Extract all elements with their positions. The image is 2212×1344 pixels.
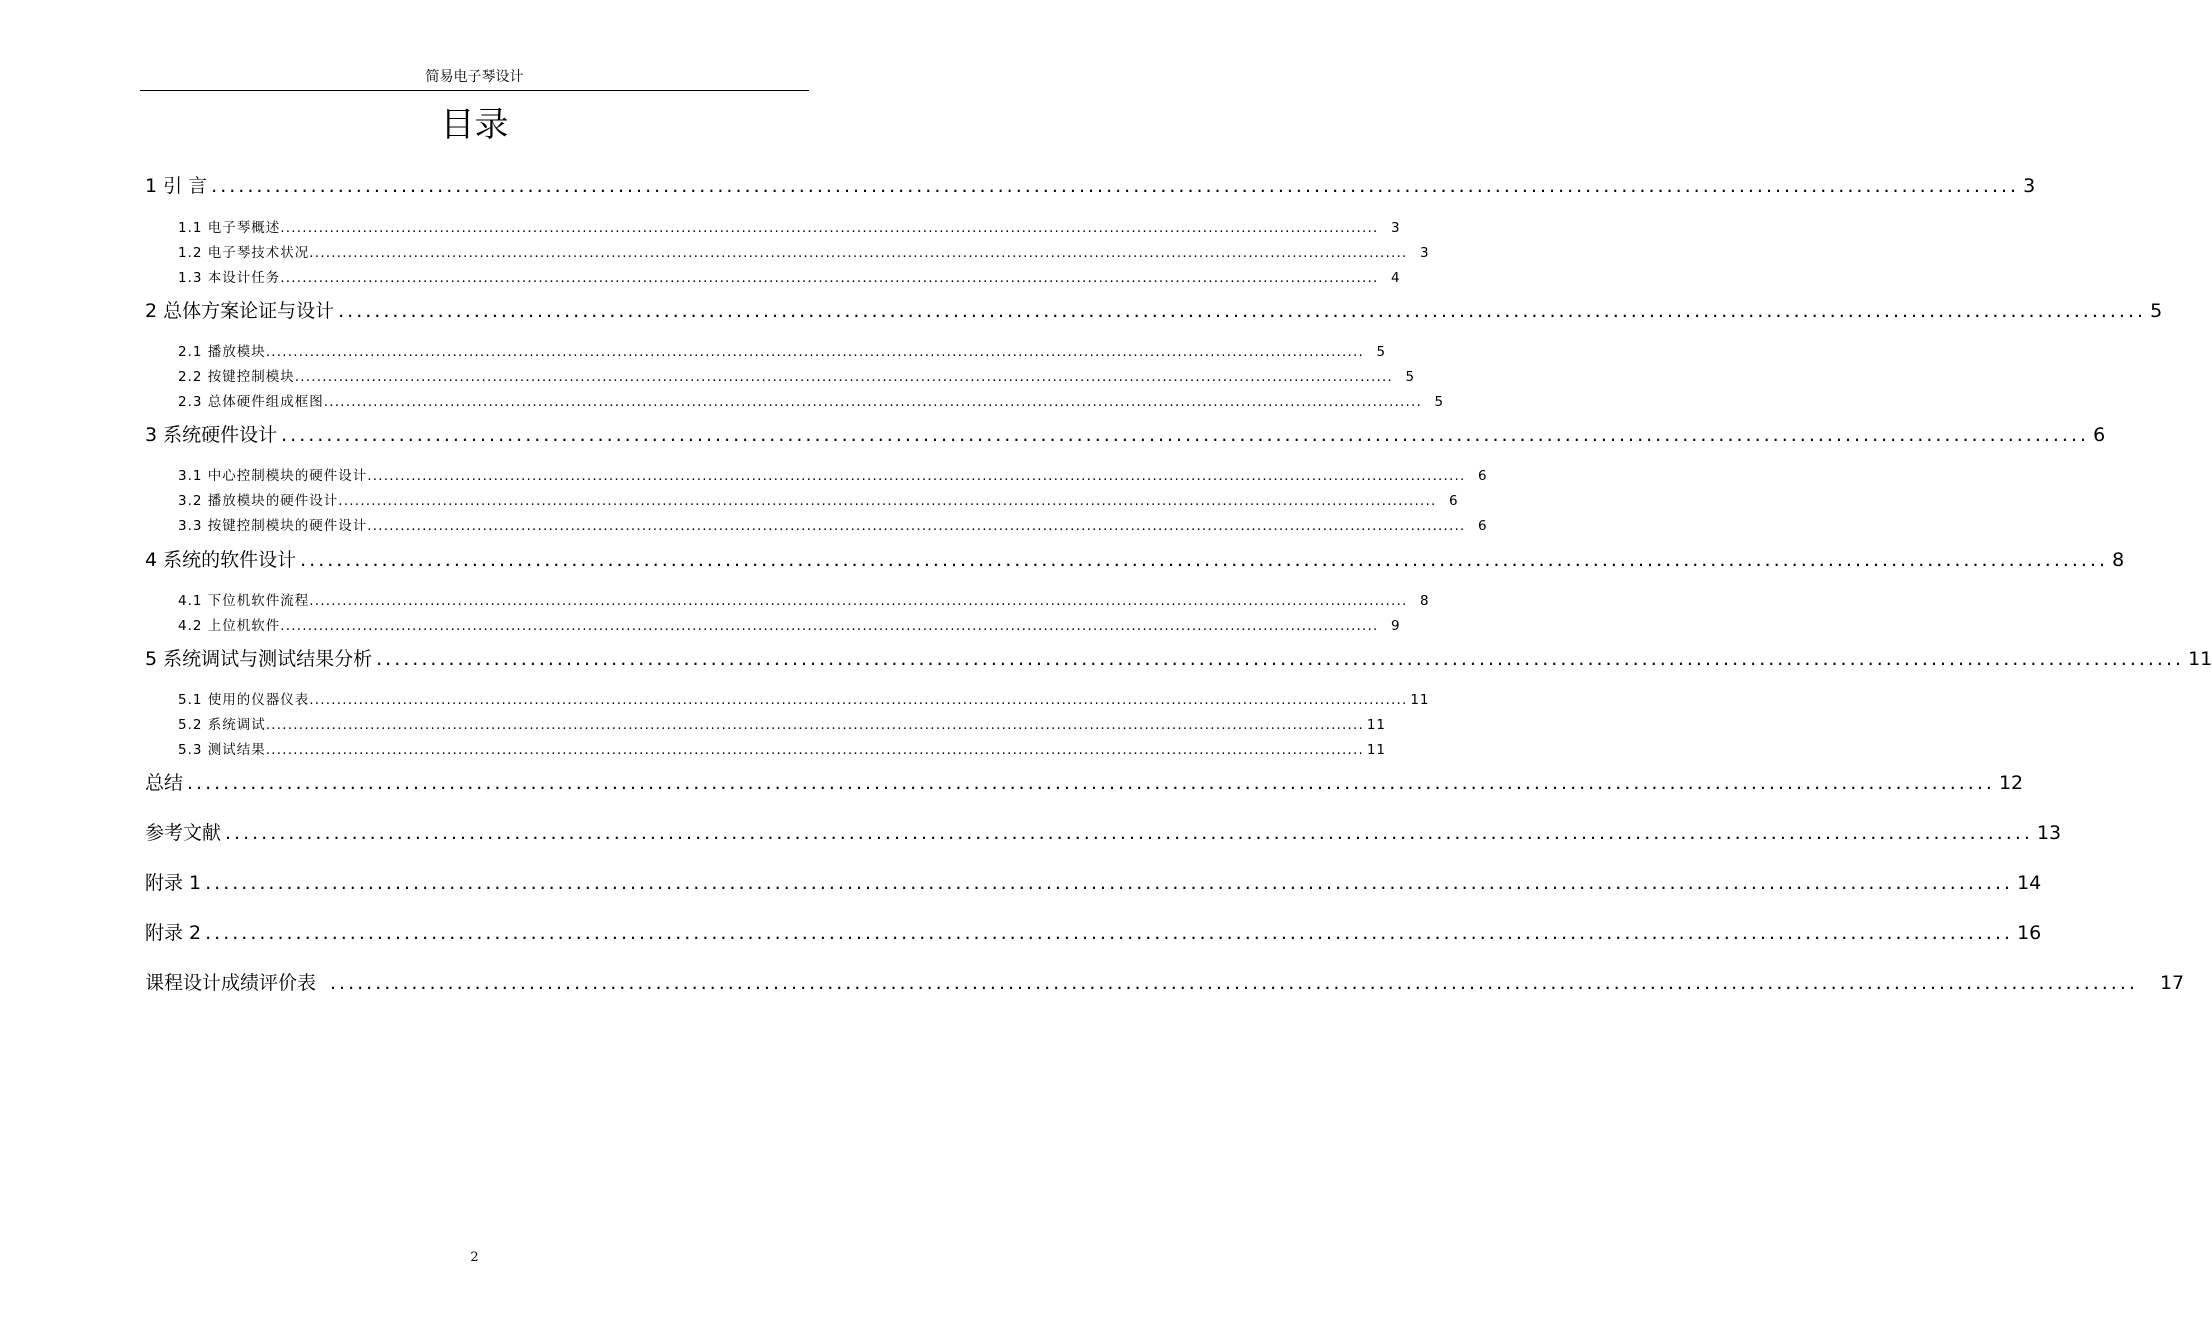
toc-entry-label: 参考文献	[145, 822, 222, 844]
toc-entry-label: 2.3 总体硬件组成框图	[178, 394, 324, 410]
toc-entry-page: 3	[2023, 175, 2036, 197]
toc-leader-dots: ........................................................................................................................................................................................................	[265, 344, 1365, 360]
toc-entry-label: 1.2 电子琴技术状况	[178, 245, 310, 261]
toc-leader-dots: ........................................................................................................................................................................................................	[338, 493, 1437, 509]
toc-leader-dots: ........................................................................................................................................................................................................	[205, 922, 2014, 944]
toc-entry-page: 12	[1998, 772, 2024, 794]
toc-entry-label: 4.1 下位机软件流程	[178, 593, 310, 609]
toc-entry[interactable]	[178, 267, 1401, 289]
toc-entry-label: 1.3 本设计任务	[178, 270, 281, 286]
toc-entry-label: 1 引 言	[145, 175, 208, 197]
toc-leader-dots: ........................................................................................................................................................................................................	[338, 300, 2147, 322]
toc-entry-page: 13	[2036, 822, 2062, 844]
toc-leader-dots: ........................................................................................................................................................................................................	[265, 742, 1365, 758]
toc-leader-dots: ........................................................................................................................................................................................................	[300, 549, 2109, 571]
toc-leader-dots: ........................................................................................................................................................................................................	[294, 369, 1394, 385]
toc-entry[interactable]	[178, 242, 1430, 264]
toc-entry[interactable]	[145, 545, 2125, 575]
toc-entry-label: 2 总体方案论证与设计	[145, 300, 335, 322]
toc-entry[interactable]	[178, 615, 1401, 637]
toc-entry-page: 11	[1366, 742, 1387, 758]
toc-entry[interactable]	[178, 515, 1488, 537]
toc-entry-label: 3.1 中心控制模块的硬件设计	[178, 468, 368, 484]
toc-leader-dots: ........................................................................................................................................................................................................	[309, 245, 1408, 261]
toc-entry-page: 8	[1419, 593, 1430, 609]
toc-entry-label: 3.2 播放模块的硬件设计	[178, 493, 339, 509]
toc-entry-page: 8	[2112, 549, 2125, 571]
toc-entry-page: 6	[2093, 424, 2106, 446]
toc-entry-label: 4 系统的软件设计	[145, 549, 297, 571]
toc-leader-dots: ........................................................................................................................................................................................................	[280, 618, 1379, 634]
toc-entry[interactable]	[145, 868, 2042, 898]
toc-entry[interactable]	[145, 420, 2106, 450]
toc-leader-dots: ........................................................................................................................................................................................................	[323, 394, 1423, 410]
page-number: 2	[470, 1250, 479, 1265]
toc-entry[interactable]	[145, 296, 2163, 326]
toc-entry[interactable]	[178, 217, 1401, 239]
toc-entry-label: 总结	[145, 772, 184, 794]
toc-entry[interactable]	[178, 714, 1387, 736]
toc-entry[interactable]	[145, 171, 2036, 201]
toc-entry[interactable]	[178, 689, 1430, 711]
toc-leader-dots: ........................................................................................................................................................................................................	[205, 872, 2014, 894]
toc-entry-page: 5	[1376, 344, 1387, 360]
toc-entry-label: 3.3 按键控制模块的硬件设计	[178, 518, 368, 534]
toc-entry-label: 4.2 上位机软件	[178, 618, 281, 634]
toc-entry-label: 5 系统调试与测试结果分析	[145, 648, 373, 670]
toc-entry-page: 11	[2188, 648, 2212, 670]
toc-leader-dots: ........................................................................................................................................................................................................	[367, 518, 1466, 534]
toc-entry[interactable]	[145, 644, 2212, 674]
toc-entry-page: 14	[2017, 872, 2042, 894]
toc-title: 目录	[440, 105, 509, 145]
toc-entry-label: 1.1 电子琴概述	[178, 220, 281, 236]
toc-entry[interactable]	[145, 918, 2042, 948]
toc-leader-dots: ........................................................................................................................................................................................................	[187, 772, 1995, 794]
toc-entry[interactable]	[178, 490, 1459, 512]
toc-entry-label: 附录 1	[145, 872, 202, 894]
toc-leader-dots: ........................................................................................................................................................................................................	[281, 424, 2090, 446]
toc-entry-label: 5.2 系统调试	[178, 717, 266, 733]
toc-entry-label: 2.2 按键控制模块	[178, 369, 295, 385]
toc-entry[interactable]	[145, 968, 2185, 998]
toc-entry[interactable]	[145, 818, 2062, 848]
toc-leader-dots: ........................................................................................................................................................................................................	[309, 593, 1408, 609]
toc-entry-label: 2.1 播放模块	[178, 344, 266, 360]
toc-entry-page: 6	[1448, 493, 1459, 509]
toc-entry-page: 9	[1390, 618, 1401, 634]
toc-entry-label: 附录 2	[145, 922, 202, 944]
toc-entry-page: 3	[1419, 245, 1430, 261]
toc-leader-dots: ........................................................................................................................................................................................................	[376, 648, 2185, 670]
toc-entry[interactable]	[178, 391, 1445, 413]
toc-entry-page: 3	[1390, 220, 1401, 236]
toc-leader-dots: ........................................................................................................................................................................................................	[309, 692, 1408, 708]
toc-entry-label: 课程设计成绩评价表	[145, 972, 317, 994]
running-header: 简易电子琴设计	[425, 69, 524, 85]
toc-entry-label: 5.1 使用的仪器仪表	[178, 692, 310, 708]
toc-leader-dots: ........................................................................................................................................................................................................	[330, 972, 2138, 994]
toc-leader-dots: ........................................................................................................................................................................................................	[211, 175, 2020, 197]
toc-entry-page: 5	[2150, 300, 2163, 322]
toc-entry-page: 6	[1477, 468, 1488, 484]
toc-leader-dots: ........................................................................................................................................................................................................	[280, 220, 1379, 236]
toc-entry-page: 5	[1434, 394, 1445, 410]
toc-entry[interactable]	[178, 739, 1387, 761]
toc-entry-page: 11	[1410, 692, 1430, 708]
toc-entry[interactable]	[178, 366, 1416, 388]
toc-entry-page: 16	[2017, 922, 2042, 944]
toc-leader-dots: ........................................................................................................................................................................................................	[225, 822, 2033, 844]
toc-entry[interactable]	[178, 465, 1488, 487]
toc-entry-page: 6	[1477, 518, 1488, 534]
toc-entry-page: 4	[1390, 270, 1401, 286]
toc-entry-page: 11	[1366, 717, 1387, 733]
toc-entry-label: 5.3 测试结果	[178, 742, 266, 758]
toc-leader-dots: ........................................................................................................................................................................................................	[280, 270, 1379, 286]
toc-leader-dots: ........................................................................................................................................................................................................	[367, 468, 1466, 484]
toc-entry[interactable]	[145, 768, 2024, 798]
toc-entry[interactable]	[178, 341, 1387, 363]
toc-entry-label: 3 系统硬件设计	[145, 424, 278, 446]
toc-entry[interactable]	[178, 590, 1430, 612]
toc-entry-page: 17	[2159, 972, 2185, 994]
toc-entry-page: 5	[1405, 369, 1416, 385]
toc-leader-dots: ........................................................................................................................................................................................................	[265, 717, 1365, 733]
